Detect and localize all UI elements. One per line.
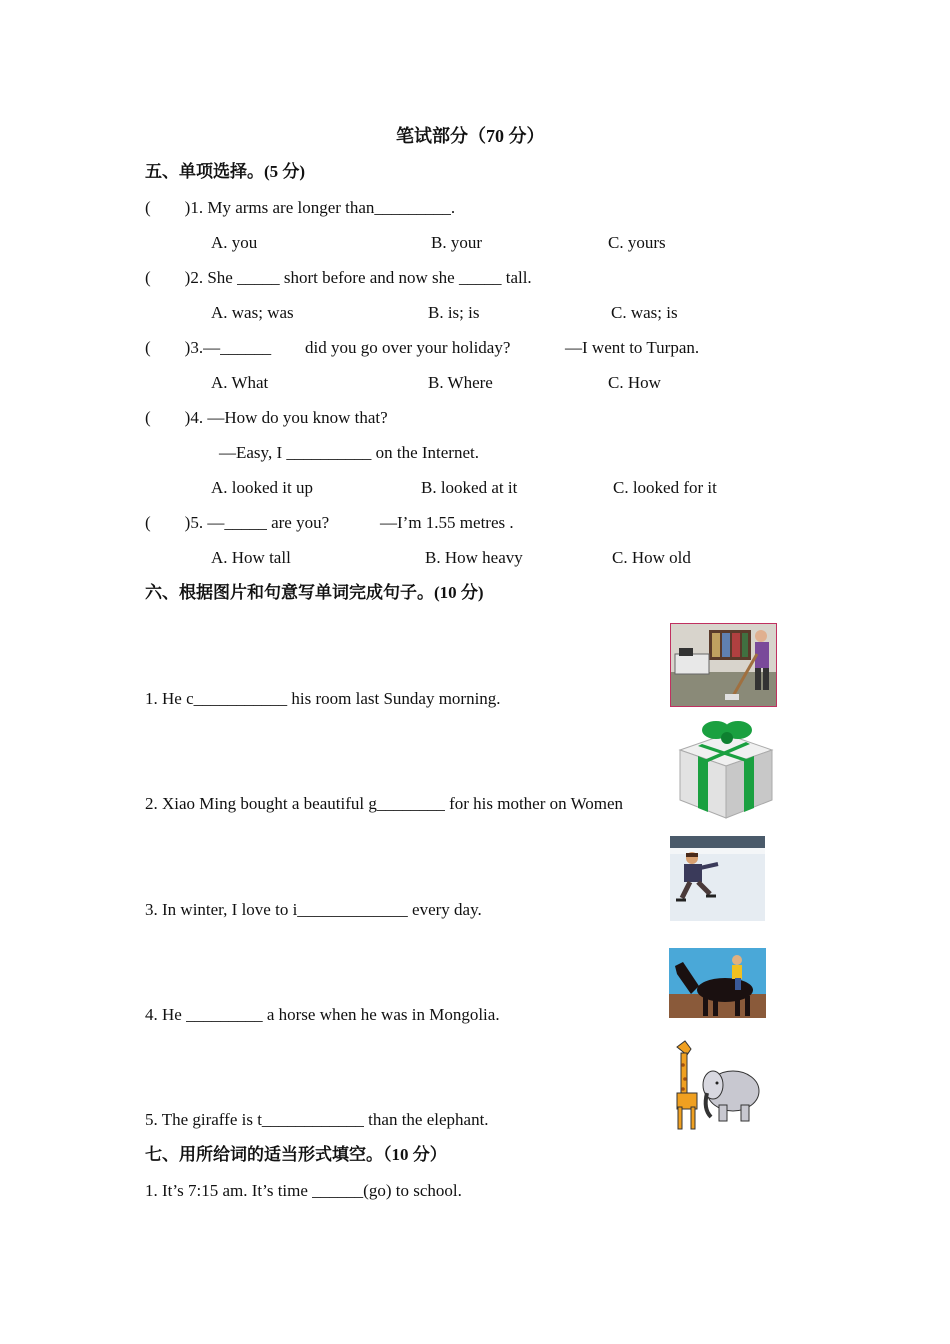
page-title: 笔试部分（70 分） — [396, 126, 545, 146]
q2-option-c: C. was; is — [611, 303, 678, 322]
horse-riding-illustration — [669, 948, 766, 1018]
giraffe-elephant-illustration — [663, 1035, 765, 1135]
gift-box-illustration — [676, 716, 776, 820]
ice-skating-illustration — [670, 836, 765, 921]
q1-option-b: B. your — [431, 233, 482, 252]
q2-option-b: B. is; is — [428, 303, 480, 322]
q2-option-a: A. was; was — [211, 303, 294, 322]
q3-option-c: C. How — [608, 373, 661, 392]
section6-heading: 六、根据图片和句意写单词完成句子。(10 分) — [145, 583, 484, 602]
s6-item-1: 1. He c___________ his room last Sunday morning. — [145, 689, 501, 708]
q3-option-a: A. What — [211, 373, 269, 392]
cleaning-room-illustration — [670, 623, 777, 707]
q5-option-c: C. How old — [612, 548, 691, 567]
q4-option-c: C. looked for it — [613, 478, 717, 497]
q1-option-a: A. you — [211, 233, 258, 252]
q4-option-a: A. looked it up — [211, 478, 313, 497]
s6-item-3: 3. In winter, I love to i_____________ every day. — [145, 900, 482, 919]
s6-item-4: 4. He _________ a horse when he was in Mongolia. — [145, 1005, 500, 1024]
q3-option-b: B. Where — [428, 373, 493, 392]
q3-stem-c: —I went to Turpan. — [565, 338, 700, 357]
q5-stem-a: ( )5. —_____ are you? — [145, 513, 330, 532]
q5-stem-b: —I’m 1.55 metres . — [380, 513, 514, 532]
section5-heading: 五、单项选择。(5 分) — [145, 162, 306, 181]
q3-stem-b: did you go over your holiday? — [305, 338, 511, 357]
q4-option-b: B. looked at it — [421, 478, 518, 497]
s7-item-1: 1. It’s 7:15 am. It’s time ______(go) to school. — [145, 1181, 462, 1200]
q4-stem2: —Easy, I __________ on the Internet. — [219, 443, 479, 462]
q1-option-c: C. yours — [608, 233, 666, 252]
section7-heading: 七、用所给词的适当形式填空。（10 分） — [145, 1145, 447, 1164]
q1-stem: ( )1. My arms are longer than_________. — [145, 198, 456, 217]
q2-stem: ( )2. She _____ short before and now she _____ tall. — [145, 268, 532, 287]
q5-option-b: B. How heavy — [425, 548, 523, 567]
q3-stem-a: ( )3.—______ — [145, 338, 272, 357]
q5-option-a: A. How tall — [211, 548, 291, 567]
s6-item-5: 5. The giraffe is t____________ than the elephant. — [145, 1110, 489, 1129]
s6-item-2: 2. Xiao Ming bought a beautiful g________ for his mother on Women — [145, 794, 624, 813]
q4-stem: ( )4. —How do you know that? — [145, 408, 388, 427]
